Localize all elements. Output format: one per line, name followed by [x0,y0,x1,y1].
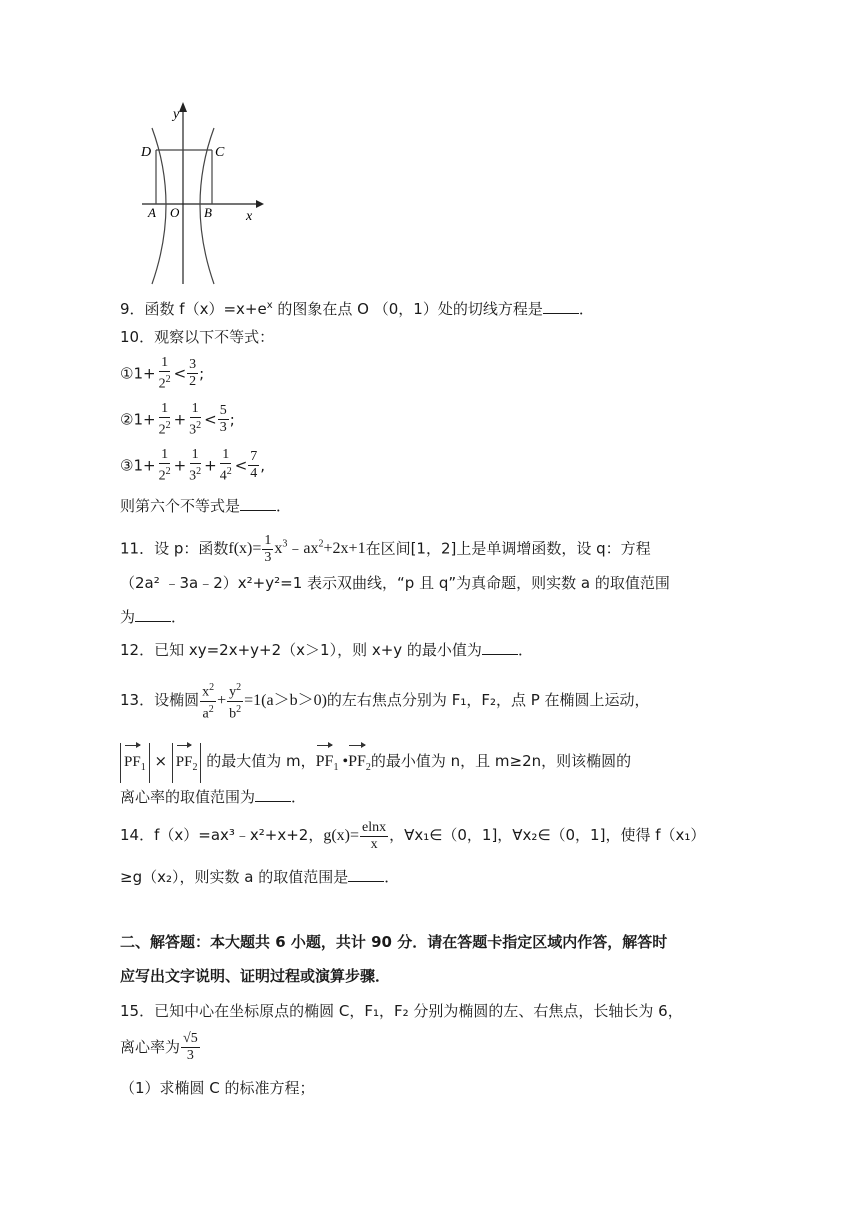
q15-line-2 [120,1030,201,1064]
lt-sign: < [204,410,217,429]
label-c: C [215,145,225,160]
q10-answer-blank[interactable] [240,496,276,511]
question-10-intro: 10．观察以下不等式： [120,328,275,346]
q11-line-3 [120,606,186,628]
q10-i2-end: ; [229,410,235,429]
fraction: $\frac{1}{3^2}$ [189,447,202,484]
q13-line-1 [120,680,650,722]
q14-answer-blank[interactable] [348,867,384,882]
fraction: $\frac{1}{2^2}$ [158,447,171,484]
q13-line-2: $PF_1 \times PF_2$ 的最大值为 m，$PF_1$ $•PF_2$的最小值为 n，且 m≥2n，则该椭圆的 [120,743,631,783]
q11-line-1 [120,528,651,566]
fraction: $\frac{7}{4}$ [250,449,258,482]
q11-text-b: 在区间[1，2]上是单调增函数，设 q：方程 [365,539,651,558]
q10-i1-mark: ①1+ [120,364,156,383]
label-d: D [141,145,152,160]
q14-l2-text: ≥g（x₂），则实数 a 的取值范围是 [120,868,349,886]
q14-g-formula: g(x)= $\frac{elnx}{x}$ [323,819,387,852]
fraction: $\frac{1}{2^2}$ [158,401,171,438]
fraction: $\frac{3}{2}$ [189,357,197,390]
q13-l3-text: 离心率的取值范围为 [120,788,256,806]
section-2-heading-line-2: 应写出文字说明、证明过程或演算步骤． [120,967,391,985]
q10-inequality-1 [120,355,204,393]
fraction: $\frac{1}{3^2}$ [189,401,202,438]
q9-answer-blank[interactable] [543,299,579,314]
question-12 [120,639,533,661]
q15-subquestion-1: （1）求椭圆 C 的标准方程； [120,1079,315,1097]
q14-line-2 [120,866,399,888]
q10-i3-mark: ③1+ [120,456,156,475]
abs-vector-pf1: $PF_1$ [120,743,150,783]
q11-line-2: （2a² ﹣3a﹣2）x²+y²=1 表示双曲线，“p 且 q”为真命题，则实数 a 的取值范围 [120,574,670,592]
q13-ellipse-formula: $\frac{x^2}{a^2}$ + $\frac{y^2}{b^2}$ =1(a＞b＞0) [202,682,327,722]
x-axis-arrow [256,200,264,208]
hyperbola-figure [140,98,265,288]
q9-text2: 的图象在点 O （0，1）处的切线方程是 [272,300,543,318]
lt-sign: < [234,456,248,475]
label-x: x [246,209,253,224]
fraction: $\frac{5}{3}$ [219,403,227,436]
q14-text-a: 14．f（x）=ax³﹣x²+x+2， [120,826,324,844]
y-axis-arrow [179,102,187,112]
q11-answer-blank[interactable] [135,607,171,622]
q10-i2-mark: ②1+ [120,410,156,429]
q14-l2-end: ． [384,868,400,886]
label-o: O [170,205,180,220]
q15-l2-text: 离心率为 [120,1038,181,1056]
q12-answer-blank[interactable] [482,640,518,655]
q13-line-3 [120,786,306,808]
q13-text-a: 13．设椭圆 [120,691,200,709]
q14-line-1 [120,818,705,853]
q9-end: ． [578,300,594,318]
label-a: A [148,205,156,220]
q10-i3-end: , [260,456,266,475]
q10-i1-end: ; [199,364,205,383]
fraction: $\frac{1}{2^2}$ [158,355,171,392]
question-9 [120,295,594,320]
q13-answer-blank[interactable] [255,787,291,802]
q13-text-b: 的左右焦点分别为 F₁，F₂，点 P 在椭圆上运动， [326,691,650,709]
q15-line-1: 15．已知中心在坐标原点的椭圆 C，F₁，F₂ 分别为椭圆的左、右焦点，长轴长为 6， [120,1002,683,1020]
lt-sign: < [173,364,187,383]
q10-inequality-3: ③1+ $\frac{1}{2^2}$ + $\frac{1}{3^2}$ + $\frac{1}{4^2}$ < $\frac{7}{4}$ , [120,447,266,484]
label-b: B [204,205,212,220]
q11-l3-end: ． [171,608,187,626]
fraction: $\frac{1}{4^2}$ [219,447,232,484]
q13-text-max: 的最大值为 m， [206,752,316,770]
q14-text-b: ，∀x₁∈（0，1]，∀x₂∈（0，1]，使得 f（x₁） [389,826,706,844]
q13-text-min: 的最小值为 n，且 m≥2n，则该椭圆的 [370,752,632,770]
q11-l3-text: 为 [120,608,136,626]
q10-inequality-2: ②1+ $\frac{1}{2^2}$ + $\frac{1}{3^2}$ < $\frac{5}{3}$ ; [120,401,235,438]
q11-text-a: 11．设 p：函数 [120,539,229,558]
q10-closing [120,495,291,517]
q9-sup: x [266,300,273,311]
q10-closing-text: 则第六个不等式是 [120,497,241,515]
dot-product-pf1-pf2: $PF_1$ $•PF_2$ [316,753,371,770]
q13-l3-end: ． [291,788,307,806]
label-y: y [173,107,180,122]
q11-function-formula: f(x)= $\frac{1}{3}$ $x^3﹣ax^2+2x+1$ [228,533,366,566]
abs-vector-pf2: $PF_2$ [172,743,202,783]
section-2-heading-line-1: 二、解答题：本大题共 6 小题，共计 90 分．请在答题卡指定区域内作答，解答时 [120,933,668,951]
q12-text: 12．已知 xy=2x+y+2（x＞1），则 x+y 的最小值为 [120,641,482,659]
fraction-sqrt5-over-3: $\frac{√5}{3}$ [183,1031,198,1063]
q10-closing-end: ． [276,497,292,515]
q9-text: 9．函数 f（x）=x+e [120,300,267,318]
q12-end: ． [517,641,533,659]
